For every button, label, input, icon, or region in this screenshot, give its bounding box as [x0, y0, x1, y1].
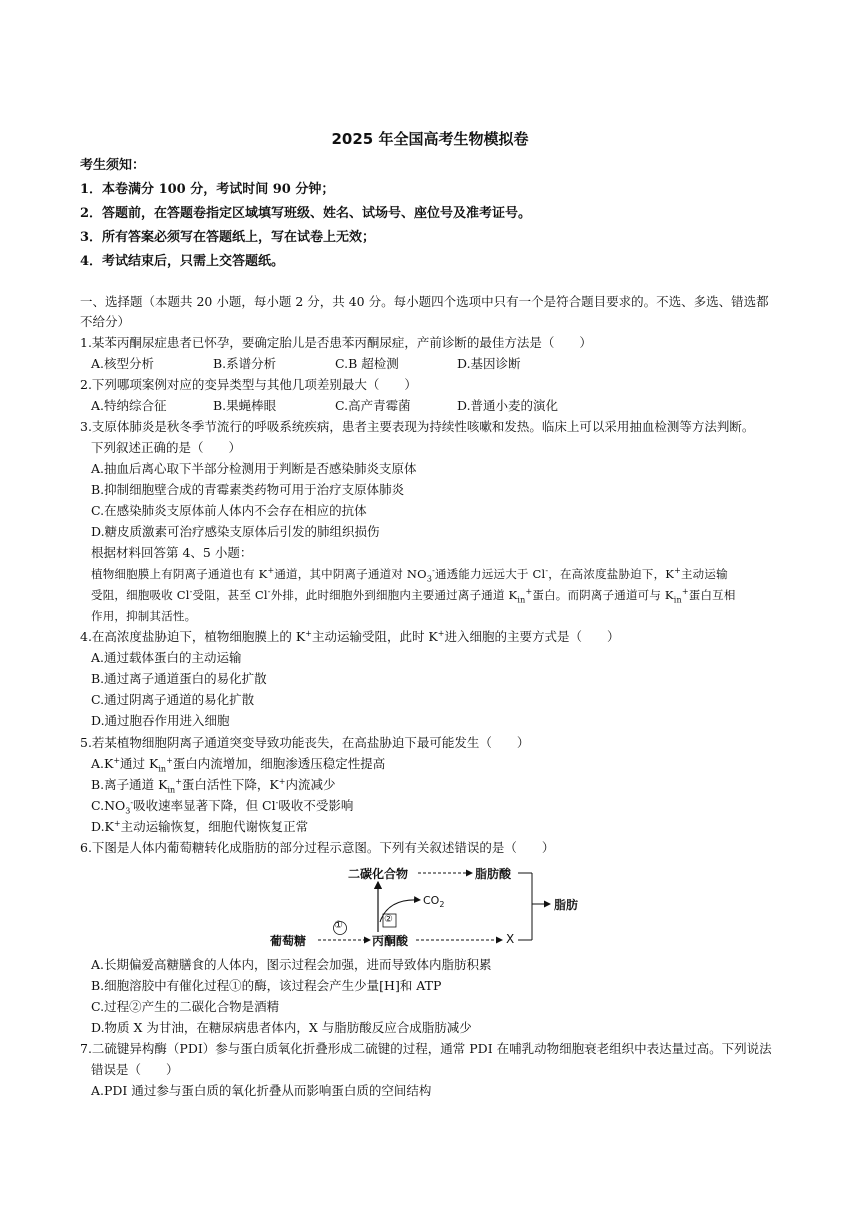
option-c: C.通过阴离子通道的易化扩散 — [91, 692, 255, 707]
label-pyruvate: 丙酮酸 — [372, 934, 409, 948]
question-4-stem: 4.在高浓度盐胁迫下，植物细胞膜上的 K+主动运输受阻，此时 K+进入细胞的主要方式是（ ） — [80, 628, 620, 644]
option-b: B.细胞溶胶中有催化过程①的酶，该过程会产生少量[H]和 ATP — [91, 978, 442, 993]
label-glucose: 葡萄糖 — [270, 934, 307, 948]
option-a: A.长期偏爱高糖膳食的人体内，图示过程会加强，进而导致体内脂肪积累 — [91, 957, 492, 972]
option-a: A.K+通过 $K_{in}^+$蛋白内流增加，细胞渗透压稳定性提高 — [91, 755, 386, 774]
option-b: B.通过离子通道蛋白的易化扩散 — [91, 671, 267, 686]
question-1-stem: 1.某苯丙酮尿症患者已怀孕，要确定胎儿是否患苯丙酮尿症，产前诊断的最佳方法是（ ） — [80, 335, 592, 350]
label-co2: $CO_2$ — [423, 894, 445, 910]
question-3-stem-cont: 下列叙述正确的是（ ） — [91, 440, 242, 455]
option-d: D.普通小麦的演化 — [457, 398, 559, 413]
question-2-options — [91, 396, 781, 416]
label-x: X — [506, 932, 515, 946]
notice-item: 1．本卷满分 100 分，考试时间 90 分钟； — [80, 182, 335, 197]
question-3-stem: 3.支原体肺炎是秋冬季节流行的呼吸系统疾病，患者主要表现为持续性咳嗽和发热。临床上可以采用抽血检测等方法判断。 — [80, 419, 755, 434]
option-b: B.抑制细胞壁合成的青霉素类药物可用于治疗支原体肺炎 — [91, 482, 405, 497]
option-c: C.过程②产生的二碳化合物是酒精 — [91, 999, 280, 1014]
option-b: B.离子通道 $K_{in}^+$蛋白活性下降，K+内流减少 — [91, 776, 336, 795]
option-c: C.在感染肺炎支原体前人体内不会存在相应的抗体 — [91, 503, 367, 518]
material-line-1: 植物细胞膜上有阴离子通道也有 K+通道，其中阴离子通道对 $NO_3^-$通透能力远远大于 Cl-，在高浓度盐胁迫下，K+主动运输 — [91, 566, 728, 584]
notice-item: 3．所有答案必须写在答题纸上，写在试卷上无效； — [80, 230, 376, 245]
question-1-options — [91, 354, 781, 374]
question-5-stem: 5.若某植物细胞阴离子通道突变导致功能丧失，在高盐胁迫下最可能发生（ ） — [80, 735, 530, 750]
section-heading: 一、选择题（本题共 20 小题，每小题 2 分，共 40 分。每小题四个选项中只有一个是符合题目要求的。不选、多选、错选都 — [80, 294, 769, 309]
option-d: D.基因诊断 — [457, 356, 521, 371]
option-c: $C.NO_3^-$吸收速率显著下降，但 Cl-吸收不受影响 — [91, 797, 354, 816]
material-intro: 根据材料回答第 4、5 小题： — [91, 545, 253, 560]
label-two-carbon: 二碳化合物 — [348, 867, 409, 881]
option-d: D.通过胞吞作用进入细胞 — [91, 713, 230, 728]
question-7-stem-cont: 错误是（ ） — [91, 1062, 179, 1077]
option-b: B.果蝇棒眼 — [213, 398, 277, 413]
notice-heading: 考生须知： — [80, 158, 146, 173]
question-6-stem: 6.下图是人体内葡萄糖转化成脂肪的部分过程示意图。下列有关叙述错误的是（ ） — [80, 840, 555, 855]
material-line-3: 作用，抑制其活性。 — [91, 609, 197, 623]
question-7-stem: 7.二硫键异构酶（PDI）参与蛋白质氧化折叠形成二硫键的过程，通常 PDI 在哺乳动物细胞衰老组织中表达量过高。下列说法 — [80, 1041, 772, 1056]
notice-item: 4．考试结束后，只需上交答题纸。 — [80, 254, 285, 269]
option-a: A.PDI 通过参与蛋白质的氧化折叠从而影响蛋白质的空间结构 — [91, 1083, 432, 1098]
option-d: D.K+主动运输恢复，细胞代谢恢复正常 — [91, 818, 309, 834]
label-fat: 脂肪 — [554, 898, 579, 912]
option-c: C.高产青霉菌 — [335, 398, 411, 413]
section-heading-cont: 不给分） — [80, 314, 131, 329]
option-c: C.B 超检测 — [335, 356, 399, 371]
question-2-stem: 2.下列哪项案例对应的变异类型与其他几项差别最大（ ） — [80, 377, 417, 392]
option-b: B.系谱分析 — [213, 356, 277, 371]
metabolism-diagram — [270, 862, 610, 952]
option-a: A.核型分析 — [91, 356, 155, 371]
option-d: D.糖皮质激素可治疗感染支原体后引发的肺组织损伤 — [91, 524, 380, 539]
notice-item: 2．答题前，在答题卷指定区域填写班级、姓名、试场号、座位号及准考证号。 — [80, 206, 532, 221]
option-a: A.特纳综合征 — [91, 398, 167, 413]
option-d: D.物质 X 为甘油，在糖尿病患者体内，X 与脂肪酸反应合成脂肪减少 — [91, 1020, 472, 1035]
label-step2: ② — [384, 914, 393, 925]
option-a: A.通过载体蛋白的主动运输 — [91, 650, 242, 665]
option-a: A.抽血后离心取下半部分检测用于判断是否感染肺炎支原体 — [91, 461, 417, 476]
label-fatty-acid: 脂肪酸 — [475, 867, 512, 881]
label-step1: ① — [334, 920, 343, 931]
page-title: 2025 年全国高考生物模拟卷 — [331, 130, 529, 148]
material-line-2: 受阻，细胞吸收 Cl-受阻，甚至 Cl-外排，此时细胞外到细胞内主要通过离子通道 $K_{in}^+$蛋白。而阴离子通道可与 $K_{in}^+$蛋白互相 — [91, 587, 736, 605]
